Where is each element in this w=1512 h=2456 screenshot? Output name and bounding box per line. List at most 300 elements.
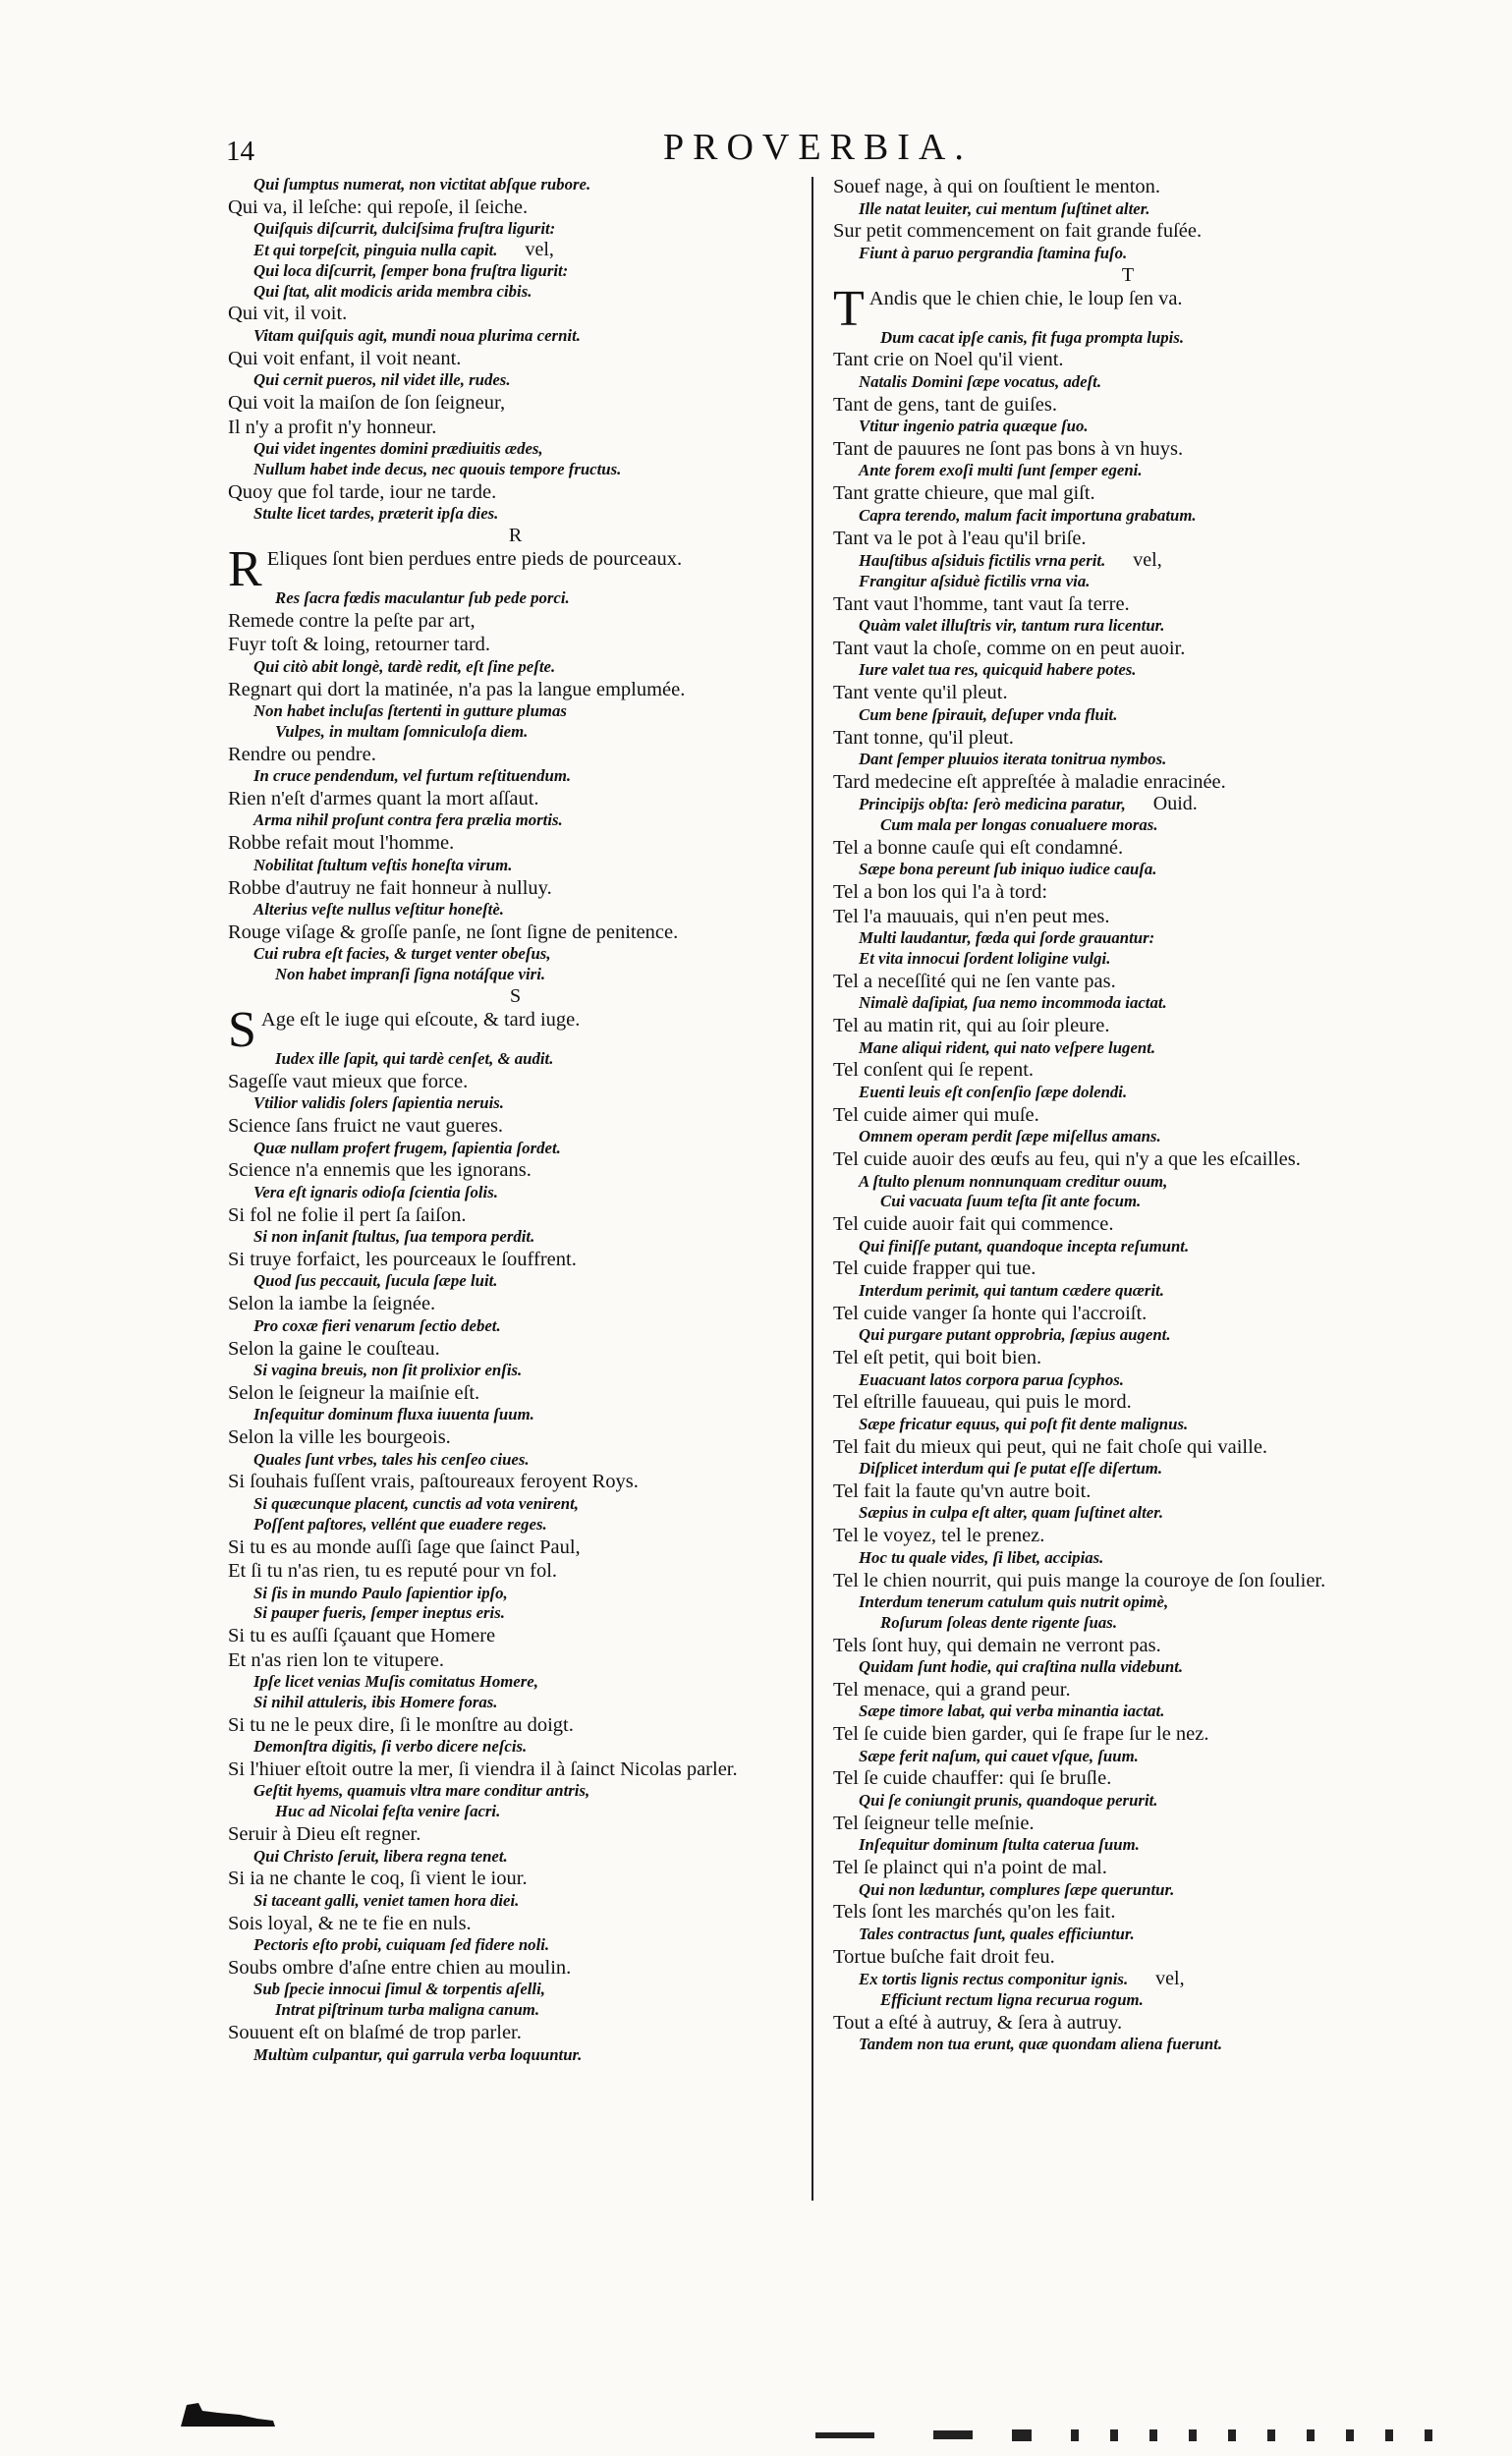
proverb-latin: [833, 417, 1423, 437]
proverb-text: Vtilior validis ſolers ſapientia neruis.: [253, 1093, 505, 1113]
proverb-french: [228, 1624, 803, 1648]
proverb-text: Sur petit commencement on fait grande fuſée.: [833, 220, 1203, 243]
proverb-french: [833, 681, 1423, 705]
margin-note: vel,: [1155, 1968, 1185, 1990]
proverb-text: Si tu es auſſi ſçauant que Homere: [228, 1625, 496, 1647]
proverb-text: Qui loca diſcurrit, ſemper bona fruſtra ligurit:: [253, 260, 569, 280]
proverb-latin: [228, 657, 803, 678]
proverb-french: [228, 1867, 803, 1891]
proverb-text: Robbe refait mout l'homme.: [228, 832, 455, 855]
proverb-text: Tels ſont huy, qui demain ne verront pas.: [833, 1634, 1161, 1656]
proverb-french: [228, 1070, 803, 1094]
proverb-text: Inſequitur dominum ſtulta caterua ſuum.: [859, 1835, 1140, 1855]
proverb-text: Si taceant galli, veniet tamen hora diei.: [253, 1890, 520, 1910]
proverb-latin: [833, 1325, 1423, 1346]
proverb-latin: [833, 860, 1423, 880]
proverb-text: Tel ſe cuide chauffer: qui ſe bruſle.: [833, 1767, 1112, 1790]
proverb-text: Ex tortis lignis rectus componitur ignis.: [859, 1970, 1129, 1989]
right-column: [833, 175, 1423, 2210]
proverb-text: Tel a bonne cauſe qui eſt condamné.: [833, 836, 1124, 859]
proverb-french: [228, 1425, 803, 1450]
proverb-french: [228, 1248, 803, 1272]
proverb-latin: [833, 1192, 1423, 1212]
proverb-text: Natalis Domini ſæpe vocatus, adeſt.: [859, 371, 1102, 391]
proverb-text: Tel cuide auoir fait qui commence.: [833, 1213, 1114, 1236]
proverb-french: [228, 1470, 803, 1494]
proverb-french: [228, 1381, 803, 1406]
proverb-french: [833, 1346, 1423, 1370]
proverb-text: Si fol ne folie il pert ſa ſaiſon.: [228, 1203, 467, 1226]
proverb-french: [228, 416, 803, 440]
proverb-text: Tant vaut la choſe, comme on en peut auoir.: [833, 637, 1186, 659]
proverb-french: [228, 787, 803, 811]
proverb-latin: [228, 1603, 803, 1624]
proverb-text: Tel conſent qui ſe repent.: [833, 1059, 1035, 1082]
proverb-french: [228, 347, 803, 371]
proverb-text: Nullum habet inde decus, nec quouis tempore fructus.: [253, 459, 622, 478]
proverb-text: Inſequitur dominum fluxa iuuenta ſuum.: [253, 1405, 534, 1424]
proverb-french: [228, 1292, 803, 1316]
proverb-latin: [228, 1494, 803, 1515]
proverb-text: Hauſtibus aſsiduis fictilis vrna perit.: [859, 551, 1106, 571]
proverb-text: Remede contre la peſte par art,: [228, 609, 476, 632]
proverb-text: Tant va le pot à l'eau qu'il briſe.: [833, 527, 1087, 549]
proverb-french: [228, 1822, 803, 1847]
proverb-text: Interdum perimit, qui tantum cædere quærit.: [859, 1280, 1164, 1300]
drop-cap: R: [228, 546, 262, 588]
proverb-text: Tant de pauures ne ſont pas bons à vn huys.: [833, 437, 1184, 460]
proverb-text: A ſtulto plenum nonnunquam creditur ouum,: [859, 1171, 1168, 1191]
proverb-latin: [833, 1548, 1423, 1569]
proverb-text: Qui ſe coniungit prunis, quandoque perurit.: [859, 1790, 1158, 1810]
proverb-text: Qui ſtat, alit modicis arida membra cibis.: [253, 281, 532, 301]
proverb-text: Tales contractus ſunt, quales efficiuntur.: [859, 1924, 1135, 1943]
proverb-text: Qui purgare putant opprobria, ſæpius augent.: [859, 1325, 1171, 1345]
proverb-text: Quoy que fol tarde, iour ne tarde.: [228, 480, 497, 503]
proverb-latin: [228, 1093, 803, 1114]
proverb-text: Si l'hiuer eſtoit outre la mer, ſi viendra il à ſainct Nicolas parler.: [228, 1758, 738, 1780]
proverb-latin: [228, 856, 803, 876]
proverb-latin: [833, 372, 1423, 393]
proverb-latin: [833, 928, 1423, 949]
proverb-french: [833, 1103, 1423, 1128]
proverb-french: [833, 1302, 1423, 1326]
proverb-text: Poſſent paſtores, vellént que euadere reges.: [253, 1514, 547, 1534]
proverb-text: Stulte licet tardes, præterit ipſa dies.: [253, 504, 499, 524]
proverb-latin: [228, 944, 803, 965]
proverb-latin: [228, 722, 803, 743]
proverb-latin: [833, 199, 1423, 220]
proverb-text: Euenti leuis eſt conſenſio ſæpe dolendi.: [859, 1082, 1128, 1101]
proverb-text: In cruce pendendum, vel furtum reſtituendum.: [253, 766, 572, 786]
proverb-french: [833, 1212, 1423, 1237]
proverb-french: [228, 633, 803, 657]
proverb-text: Science ſans fruict ne vaut gueres.: [228, 1115, 504, 1138]
proverb-latin: [228, 1405, 803, 1425]
proverb-latin: [228, 701, 803, 722]
proverb-text: Qui va, il leſche: qui repoſe, il ſeiche.: [228, 195, 529, 218]
proverb-french: [833, 1722, 1423, 1747]
proverb-latin: [833, 1172, 1423, 1193]
proverb-text: Tels ſont les marchés qu'on les fait.: [833, 1901, 1116, 1924]
proverb-latin: [228, 439, 803, 460]
proverb-text: Souef nage, à qui on ſouſtient le menton.: [833, 176, 1161, 197]
margin-note: vel,: [1133, 549, 1162, 572]
proverb-text: Euacuant latos corpora parua ſcyphos.: [859, 1369, 1124, 1389]
proverb-text: Roſurum ſoleas dente rigente ſuas.: [880, 1612, 1118, 1632]
page-edge-marks: [815, 2425, 1454, 2444]
proverb-french: [228, 1158, 803, 1183]
proverb-text: Rouge viſage & groſſe panſe, ne ſont ſigne de penitence.: [228, 921, 679, 943]
proverb-text: Qui finiſſe putant, quandoque incepta reſumunt.: [859, 1236, 1190, 1256]
proverb-text: Et qui torpeſcit, pinguia nulla capit.: [253, 241, 498, 260]
proverb-text: Selon le ſeigneur la maiſnie eſt.: [228, 1381, 480, 1404]
proverb-text: Qui non læduntur, complures ſæpe queruntur.: [859, 1879, 1175, 1899]
proverb-latin: [228, 219, 803, 240]
proverb-latin: [833, 572, 1423, 592]
proverb-text: Souuent eſt on blaſmé de trop parler.: [228, 2022, 522, 2044]
column-rule: [812, 177, 813, 2201]
proverb-text: Regnart qui dort la matinée, n'a pas la langue emplumée.: [228, 678, 686, 700]
drop-cap: T: [833, 286, 865, 328]
proverb-french: [833, 1945, 1423, 1970]
proverb-text: Robbe d'autruy ne fait honneur à nulluy.: [228, 876, 552, 899]
proverb-french: [228, 302, 803, 326]
proverb-text: Capra terendo, malum facit importuna grabatum.: [859, 505, 1197, 525]
proverb-latin: [833, 1237, 1423, 1257]
proverb-latin: [228, 1737, 803, 1758]
proverb-french: [228, 1912, 803, 1936]
proverb-text: Si truye forfaict, les pourceaux le ſouffrent.: [228, 1248, 577, 1270]
proverb-french: [833, 1766, 1423, 1791]
proverb-text: Dant ſemper pluuios iterata tonitrua nymbos.: [859, 750, 1167, 769]
proverb-latin: [833, 616, 1423, 637]
proverb-latin: [228, 1316, 803, 1337]
proverb-latin: [228, 1847, 803, 1868]
proverb-french: [833, 1256, 1423, 1281]
proverb-text: Mane aliqui rident, qui nato veſpere lugent.: [859, 1037, 1156, 1057]
proverb-text: Si nihil attuleris, ibis Homere foras.: [253, 1692, 498, 1711]
proverb-text: Ille natat leuiter, cui mentum ſuſtinet alter.: [859, 198, 1150, 218]
proverb-latin: [833, 1592, 1423, 1613]
proverb-text: Tel cuide frapper qui tue.: [833, 1257, 1036, 1280]
proverb-french: [833, 437, 1423, 462]
proverb-latin: [833, 328, 1423, 349]
proverb-french: [833, 1014, 1423, 1038]
proverb-text: Andis que le chien chie, le loup ſen va.: [868, 287, 1183, 309]
proverb-latin: [833, 1969, 1423, 1990]
proverb-latin: [228, 240, 803, 261]
proverb-french: [228, 195, 803, 220]
proverb-latin: [228, 1891, 803, 1912]
proverb-french: [228, 391, 803, 416]
proverb-french: [833, 175, 1423, 199]
proverb-french: [833, 1856, 1423, 1880]
proverb-latin: [833, 1415, 1423, 1435]
proverb-french: [833, 1147, 1423, 1172]
proverb-french: [833, 1678, 1423, 1702]
proverb-latin: [228, 1980, 803, 2000]
proverb-text: Quàm valet illuſtris vir, tantum rura licentur.: [859, 616, 1165, 636]
proverb-latin: [833, 1835, 1423, 1856]
proverb-french: [228, 1559, 803, 1584]
proverb-latin: [833, 750, 1423, 770]
proverb-latin: [228, 1584, 803, 1604]
proverb-latin: [833, 794, 1423, 815]
proverb-latin: [228, 460, 803, 480]
proverb-text: Qui citò abit longè, tardè redit, eſt ſine peſte.: [253, 656, 556, 676]
left-column: [228, 175, 803, 2210]
proverb-text: Qui vit, il voit.: [228, 303, 348, 325]
proverb-latin: [833, 1083, 1423, 1103]
proverb-french: [833, 348, 1423, 372]
proverb-latin: [228, 326, 803, 347]
proverb-latin: [833, 993, 1423, 1014]
proverb-text: Pro coxæ fieri venarum ſectio debet.: [253, 1315, 501, 1335]
proverb-french: [228, 1203, 803, 1228]
proverb-text: Tortue buſche fait droit feu.: [833, 1945, 1055, 1968]
proverb-latin: [833, 1702, 1423, 1722]
proverb-text: Iudex ille ſapit, qui tardè cenſet, & audit.: [275, 1048, 554, 1068]
proverb-latin: [228, 588, 803, 609]
proverb-text: Omnem operam perdit ſæpe miſellus amans.: [859, 1127, 1161, 1146]
proverb-text: Tel au matin rit, qui au ſoir pleure.: [833, 1015, 1110, 1037]
proverb-french: [228, 1337, 803, 1362]
proverb-text: Tel le voyez, tel le prenez.: [833, 1525, 1045, 1547]
proverb-latin: [228, 175, 803, 195]
ink-smudge: [179, 2399, 277, 2428]
proverb-french: [833, 1479, 1423, 1504]
proverb-text: Tant crie on Noel qu'il vient.: [833, 349, 1064, 371]
proverb-text: Vera eſt ignaris odioſa ſcientia ſolis.: [253, 1182, 498, 1201]
proverb-text: Eliques ſont bien perdues entre pieds de pourceaux.: [266, 547, 683, 570]
proverb-text: Interdum tenerum catulum quis nutrit opimè,: [859, 1592, 1169, 1611]
proverb-text: Quiſquis diſcurrit, dulciſsima fruſtra ligurit:: [253, 219, 556, 239]
proverb-text: Frangitur aſsiduè fictilis vrna via.: [859, 571, 1091, 590]
proverb-text: Si non inſanit ſtultus, ſua tempora perdit.: [253, 1227, 535, 1247]
proverb-latin: [228, 810, 803, 831]
section-letter: S: [509, 984, 522, 1007]
proverb-text: Rendre ou pendre.: [228, 743, 376, 765]
proverb-latin: [833, 1459, 1423, 1479]
proverb-latin: [833, 461, 1423, 481]
proverb-french: [228, 2021, 803, 2045]
margin-note: vel,: [525, 239, 554, 261]
margin-note: Ouid.: [1152, 793, 1198, 815]
drop-cap: S: [228, 1007, 256, 1049]
proverb-text: Cum mala per longas conualuere moras.: [880, 815, 1158, 835]
proverb-french: [833, 1058, 1423, 1083]
proverb-french: [833, 1569, 1423, 1593]
proverb-text: Quales ſunt vrbes, tales his cenſeo ciues.: [253, 1449, 530, 1469]
proverb-text: Tel fait du mieux qui peut, qui ne fait choſe qui vaille.: [833, 1435, 1268, 1458]
proverb-text: Ante forem exoſi multi ſunt ſemper egeni.: [859, 461, 1143, 480]
proverb-text: Tant gratte chieure, que mal giſt.: [833, 482, 1095, 505]
proverb-french: [228, 678, 803, 702]
proverb-french: [228, 1008, 803, 1049]
proverb-text: Tant vente qu'il pleut.: [833, 682, 1008, 704]
proverb-text: Tel ſe cuide bien garder, qui ſe frape ſur le nez.: [833, 1723, 1209, 1746]
proverb-latin: [833, 1747, 1423, 1767]
proverb-text: Sæpe timore labat, qui verba minantia iactat.: [859, 1702, 1165, 1721]
proverb-latin: [228, 261, 803, 282]
proverb-french: [228, 831, 803, 856]
proverb-text: Seruir à Dieu eſt regner.: [228, 1823, 421, 1846]
proverb-text: Si ia ne chante le coq, ſi vient le iour.: [228, 1868, 528, 1890]
proverb-french: [228, 921, 803, 945]
proverb-latin: [833, 949, 1423, 970]
proverb-latin: [228, 1049, 803, 1070]
proverb-text: Efficiunt rectum ligna recurua rogum.: [880, 1989, 1144, 2009]
proverb-latin: [228, 766, 803, 787]
page-header: [226, 126, 1012, 177]
proverb-text: Si ſis in mundo Paulo ſapientior ipſo,: [253, 1583, 508, 1602]
proverb-text: Tel le chien nourrit, qui puis mange la couroye de ſon ſoulier.: [833, 1569, 1326, 1591]
proverb-latin: [833, 506, 1423, 527]
proverb-latin: [833, 705, 1423, 726]
proverb-french: [833, 1634, 1423, 1658]
proverb-french: [833, 481, 1423, 506]
proverb-latin: [833, 660, 1423, 681]
proverb-text: Il n'y a profit n'y honneur.: [228, 416, 437, 438]
proverb-text: Sageſſe vaut mieux que force.: [228, 1070, 469, 1092]
proverb-text: Diſplicet interdum qui ſe putat eſſe diſertum.: [859, 1459, 1163, 1479]
proverb-text: Tel cuide auoir des œufs au feu, qui n'y a que les eſcailles.: [833, 1148, 1301, 1171]
proverb-text: Qui voit enfant, il voit neant.: [228, 347, 462, 369]
proverb-latin: [228, 1693, 803, 1713]
proverb-latin: [228, 1139, 803, 1159]
proverb-latin: [833, 244, 1423, 264]
proverb-text: Res ſacra fœdis maculantur ſub pede porci.: [275, 587, 570, 607]
proverb-text: Si ſouhais fuſſent vrais, paſtoureaux feroyent Roys.: [228, 1471, 639, 1493]
proverb-text: Qui Christo ſeruit, libera regna tenet.: [253, 1846, 508, 1866]
proverb-french: [833, 393, 1423, 418]
proverb-text: Cui rubra eſt facies, & turget venter obeſus,: [253, 944, 551, 964]
proverb-text: Si vagina breuis, non ſit prolixior enſis.: [253, 1361, 523, 1380]
proverb-text: Vitam quiſquis agit, mundi noua plurima cernit.: [253, 325, 581, 345]
proverb-text: Qui ſumptus numerat, non victitat abſque rubore.: [253, 175, 591, 194]
proverb-text: Tel cuide aimer qui muſe.: [833, 1103, 1039, 1126]
proverb-french: [833, 880, 1423, 905]
proverb-text: Quidam ſunt hodie, qui craſtina nulla videbunt.: [859, 1657, 1184, 1677]
proverb-french: [833, 2011, 1423, 2036]
proverb-latin: [228, 2000, 803, 2021]
proverb-latin: [833, 1925, 1423, 1945]
proverb-french: [228, 1535, 803, 1560]
proverb-text: Science n'a ennemis que les ignorans.: [228, 1159, 532, 1182]
proverb-french: [833, 637, 1423, 661]
proverb-text: Principijs obſta: ſerò medicina paratur,: [859, 795, 1126, 814]
proverb-latin: [228, 282, 803, 303]
proverb-text: Tel ſe plainct qui n'a point de mal.: [833, 1857, 1107, 1879]
proverb-text: Selon la gaine le couſteau.: [228, 1337, 440, 1360]
proverb-text: Non habet impranſi ſigna notáſque viri.: [275, 965, 546, 984]
proverb-text: Si tu es au monde auſſi ſage que ſainct Paul,: [228, 1535, 581, 1558]
proverb-latin: [228, 1515, 803, 1535]
proverb-text: Non habet incluſas ſtertenti in gutture plumas: [253, 701, 567, 721]
proverb-french: [228, 480, 803, 505]
running-title: PROVERBIA.: [663, 127, 973, 168]
proverb-text: Qui videt ingentes domini prædiuitis ædes,: [253, 439, 543, 459]
proverb-text: Rien n'eſt d'armes quant la mort aſſaut.: [228, 787, 539, 809]
proverb-text: Tant de gens, tant de guiſes.: [833, 393, 1057, 416]
proverb-french: [833, 836, 1423, 861]
proverb-text: Fuyr toſt & loing, retourner tard.: [228, 634, 491, 656]
proverb-text: Multi laudantur, fœda qui ſorde grauantur:: [859, 928, 1155, 948]
proverb-latin: [228, 1227, 803, 1248]
proverb-french: [833, 726, 1423, 751]
proverb-latin: [228, 370, 803, 391]
proverb-french: [833, 1390, 1423, 1415]
proverb-text: Tel eſt petit, qui boit bien.: [833, 1347, 1042, 1369]
proverb-text: Intrat piſtrinum turba maligna canum.: [275, 2000, 540, 2020]
proverb-french: [833, 1524, 1423, 1548]
proverb-text: Si quæcunque placent, cunctis ad vota venirent,: [253, 1493, 579, 1513]
proverb-text: Dum cacat ipſe canis, fit fuga prompta lupis.: [880, 327, 1185, 347]
proverb-text: Huc ad Nicolai feſta venire ſacri.: [275, 1802, 501, 1821]
proverb-text: Tel eſtrille fauueau, qui puis le mord.: [833, 1391, 1132, 1414]
proverb-text: Tel l'a mauuais, qui n'en peut mes.: [833, 905, 1110, 927]
proverb-text: Sæpe ferit naſum, qui cauet vſque, ſuum.: [859, 1746, 1139, 1765]
proverb-latin: [228, 1361, 803, 1381]
proverb-text: Fiunt à paruo pergrandia ſtamina fuſo.: [859, 243, 1128, 262]
proverb-french: [833, 527, 1423, 551]
proverb-text: Si tu ne le peux dire, ſi le monſtre au doigt.: [228, 1713, 574, 1736]
proverb-french: [833, 1435, 1423, 1460]
proverb-text: Tel fait la faute qu'vn autre boit.: [833, 1479, 1092, 1502]
proverb-latin: [228, 1672, 803, 1693]
proverb-text: Tout a eſté à autruy, & ſera à autruy.: [833, 2011, 1123, 2034]
proverb-text: Sæpe bona pereunt ſub iniquo iudice cauſa.: [859, 860, 1157, 879]
proverb-latin: [833, 2035, 1423, 2055]
proverb-latin: [833, 550, 1423, 572]
proverb-text: Nobilitat ſtultum veſtis honeſta virum.: [253, 855, 513, 874]
proverb-text: Sæpius in culpa eſt alter, quam ſuſtinet alter.: [859, 1503, 1164, 1523]
section-letter: R: [508, 524, 523, 546]
proverb-latin: [833, 1503, 1423, 1524]
proverb-text: Arma nihil proſunt contra fera prælia mortis.: [253, 810, 563, 830]
proverb-latin: [228, 1802, 803, 1822]
proverb-french: [833, 1900, 1423, 1925]
proverb-text: Selon la ville les bourgeois.: [228, 1426, 451, 1449]
proverb-text: Age eſt le iuge qui eſcoute, & tard iuge.: [260, 1008, 581, 1031]
proverb-text: Tel ſeigneur telle meſnie.: [833, 1812, 1035, 1834]
proverb-latin: [228, 1271, 803, 1292]
proverb-latin: [833, 1370, 1423, 1391]
proverb-latin: [228, 2045, 803, 2066]
proverb-text: Pectoris eſto probi, cuiquam ſed fidere noli.: [253, 1935, 550, 1955]
proverb-latin: [833, 1990, 1423, 2011]
proverb-latin: [833, 815, 1423, 836]
proverb-latin: [228, 1450, 803, 1471]
proverb-text: Tandem non tua erunt, quæ quondam aliena fuerunt.: [859, 2035, 1223, 2054]
proverb-text: Sois loyal, & ne te fie en nuls.: [228, 1912, 472, 1934]
proverb-text: Qui voit la maiſon de ſon ſeigneur,: [228, 392, 506, 415]
proverb-text: Si pauper fueris, ſemper ineptus eris.: [253, 1603, 505, 1623]
proverb-text: Tel a neceſſité qui ne ſen vante pas.: [833, 970, 1116, 992]
proverb-french: [228, 743, 803, 767]
proverb-latin: [228, 900, 803, 921]
proverb-text: Quæ nullam profert frugem, ſapientia ſordet.: [253, 1138, 561, 1157]
proverb-latin: [228, 1935, 803, 1956]
proverb-french: [833, 970, 1423, 994]
proverb-french: [833, 1812, 1423, 1836]
proverb-french: [228, 876, 803, 901]
proverb-french: [228, 1758, 803, 1782]
proverb-french: [228, 1956, 803, 1981]
proverb-text: Vtitur ingenio patria quæque ſuo.: [859, 417, 1089, 436]
proverb-latin: [833, 1038, 1423, 1059]
